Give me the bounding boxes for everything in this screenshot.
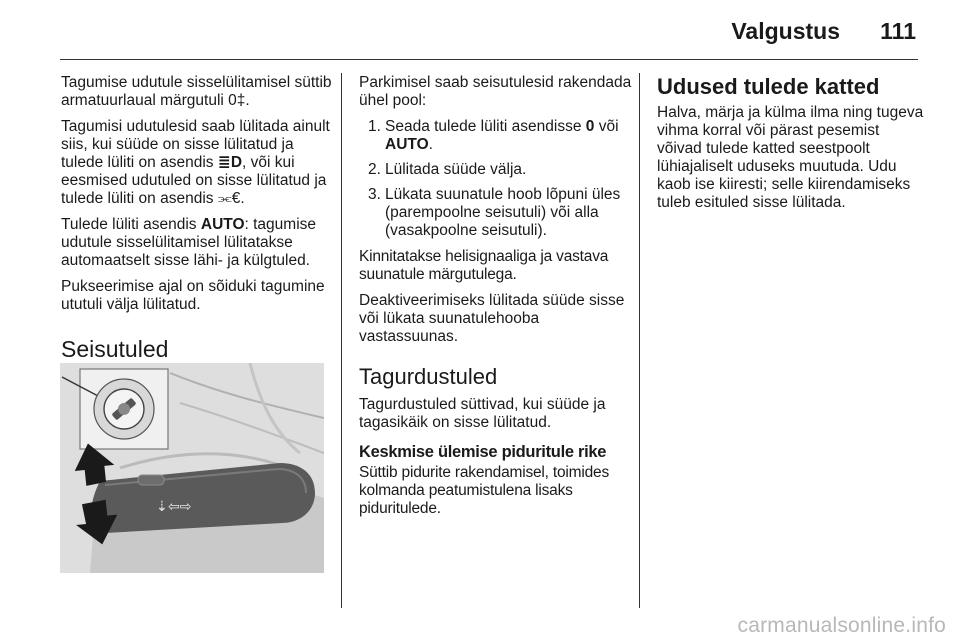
lamp-cover-paragraph: Halva, märja ja külma ilma ning tugeva vihma korral või pärast pesemist võivad tulede katted seestpoolt lühiajaliselt uduseks muutuda. Udu kaob ise kiiresti; selle kiirendamiseks tuleb esituled sisse lülitada.	[657, 104, 924, 211]
rear-fog-condition-paragraph: Tagumisi udutulesid saab lülitada ainult siis, kui süüde on sisse lülitatud ja tulede lüliti on asendis ≣D, või kui eesmised udutuled on sisse lülitatud ja tulede lüliti on asendis ⫘€.	[61, 118, 330, 207]
front-fog-icon: ⫘€.	[217, 190, 245, 207]
towing-paragraph: Pukseerimise ajal on sõiduki tagumine ututuli välja lülitatud.	[61, 278, 325, 313]
column-divider-1	[341, 73, 342, 608]
fog-lamp-icon: 0‡.	[228, 92, 250, 109]
parking-steps	[359, 118, 633, 240]
page-number: 111	[880, 18, 916, 44]
low-beam-icon: ≣D	[217, 154, 243, 171]
reversing-paragraph: Tagurdustuled süttivad, kui süüde ja tagasikäik on sisse lülitatud.	[359, 396, 606, 431]
column-3	[657, 74, 927, 220]
parking-intro: Parkimisel saab seisutulesid rakendada ühel pool:	[359, 74, 632, 109]
heading-parking-lights: Seisutuled	[61, 336, 169, 362]
brake-light-paragraph: Süttib pidurite rakendamisel, toimides kolmanda peatumistulena lisaks piduritulede.	[359, 464, 609, 517]
heading-brake-light-fault: Keskmise ülemise piduritule rike	[359, 443, 607, 461]
column-1	[61, 74, 333, 382]
list-item: 3. Lükata suunatule hoob lõpuni üles (parempoolne seisutuli) või alla (vasakpoolne seisutuli).	[368, 186, 621, 239]
page-header	[0, 0, 960, 62]
signal-confirm-paragraph: Kinnitatakse helisignaaliga ja vastava suunatule märgutulega.	[359, 248, 609, 283]
heading-reversing-lights: Tagurdustuled	[359, 364, 498, 389]
watermark: carmanualsonline.info	[737, 614, 946, 637]
column-divider-2	[639, 73, 640, 608]
svg-text:⇦⇨: ⇦⇨	[168, 499, 192, 515]
list-item: 2. Lülitada süüde välja.	[368, 161, 527, 178]
heading-lamp-cover-fog: Udused tulede katted	[657, 74, 880, 99]
column-2	[359, 74, 633, 526]
header-rule	[60, 59, 918, 60]
deactivate-paragraph: Deaktiveerimiseks lülitada süüde sisse või lükata suunatulehooba vastassuunas.	[359, 292, 625, 345]
light-switch-illustration	[60, 363, 324, 573]
rear-fog-indicator-paragraph: Tagumise udutule sisselülitamisel süttib armatuurlaual märgutuli 0‡.	[61, 74, 332, 109]
auto-mode-paragraph: Tulede lüliti asendis AUTO: tagumise udutule sisselülitamisel lülitatakse automaatselt sisse lähi- ja külgtuled.	[61, 216, 317, 269]
section-title: Valgustus	[731, 18, 840, 44]
list-item: 1. Seada tulede lüliti asendisse 0 või AUTO.	[368, 118, 619, 153]
auto-label: AUTO	[200, 216, 245, 233]
svg-text:⇣: ⇣	[156, 499, 168, 515]
